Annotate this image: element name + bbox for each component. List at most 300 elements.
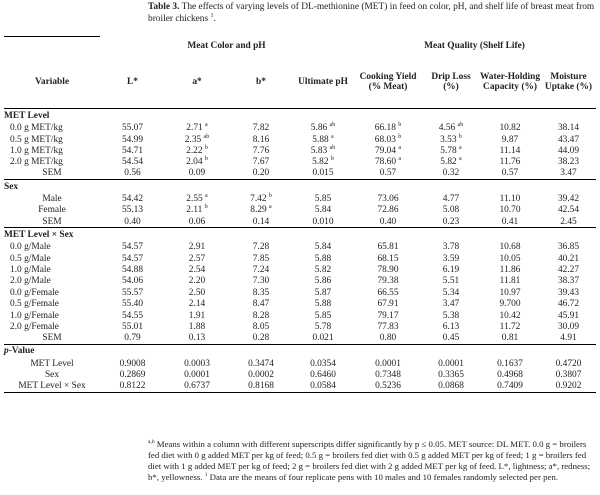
cell-value: 5.38 bbox=[442, 310, 460, 321]
cell-value: 73.06 bbox=[377, 194, 399, 205]
table-cell bbox=[353, 299, 423, 310]
header-moisture-uptake: Moisture Uptake (%) bbox=[544, 71, 593, 93]
table-cell bbox=[165, 370, 229, 381]
cell-value: 0.8122 bbox=[119, 381, 146, 392]
table-row bbox=[4, 168, 596, 179]
cell-value: 2.57 bbox=[188, 253, 206, 264]
cell-value: 78.90 bbox=[377, 265, 399, 276]
table-cell bbox=[541, 253, 596, 264]
table-cell bbox=[165, 381, 229, 392]
table-cell bbox=[165, 193, 229, 204]
cell-value: 8.16 bbox=[252, 134, 270, 145]
table-cell bbox=[479, 381, 541, 392]
table-row bbox=[4, 276, 596, 287]
table-cell bbox=[100, 157, 165, 168]
table-cell bbox=[165, 145, 229, 156]
cell-value: 10.82 bbox=[499, 123, 521, 134]
cell-value: 4.56 bbox=[438, 123, 456, 134]
cell-value: 30.09 bbox=[557, 322, 580, 332]
table-cell bbox=[100, 264, 165, 275]
table-cell bbox=[353, 145, 423, 156]
cell-value: 0.9202 bbox=[555, 381, 582, 392]
table-cell bbox=[165, 287, 229, 298]
table-row bbox=[4, 370, 596, 381]
table-cell bbox=[353, 264, 423, 275]
cell-value: 1.88 bbox=[188, 322, 206, 332]
table-cell bbox=[423, 333, 479, 344]
cell-value: 0.57 bbox=[379, 168, 397, 179]
cell-value: 0.6460 bbox=[310, 370, 336, 381]
group-meat-color: Meat Color and pH bbox=[187, 41, 266, 52]
cell-value: 43.47 bbox=[557, 134, 580, 145]
table-cell bbox=[479, 310, 541, 321]
table-cell bbox=[229, 193, 293, 204]
significance-superscript: a bbox=[459, 156, 462, 163]
cell-value: 0.9008 bbox=[119, 358, 146, 369]
table-cell bbox=[293, 370, 353, 381]
table-cell bbox=[293, 123, 353, 134]
significance-superscript: b bbox=[330, 156, 334, 163]
table-cell bbox=[165, 157, 229, 168]
cell-value: 4.77 bbox=[442, 194, 460, 205]
table-cell bbox=[165, 333, 229, 344]
cell-value: 5.34 bbox=[442, 287, 460, 298]
header-variable: Variable bbox=[34, 77, 70, 88]
cell-value: 2.20 bbox=[188, 276, 206, 287]
cell-value: 0.81 bbox=[501, 333, 519, 344]
cell-value: 11.14 bbox=[499, 145, 521, 156]
table-cell bbox=[293, 276, 353, 287]
cell-value: 0.3365 bbox=[438, 370, 464, 381]
table-cell bbox=[541, 242, 596, 253]
footnote-text-1: Means within a column with different superscripts differ significantly by p ≤ 0.05. MET source: DL MET. 0.0 g = broilers fed diet with 0 g added MET per kg of feed; 0.5 g = broilers fed diet with 0.5 g added MET per kg of feed; 1 g = broilers fed diet with 1 g added MET per kg of feed; 2 g = broilers fed diet with 2 g added MET per kg of feed. L*, lightness; a*, redness; b*, yellowness. bbox=[148, 439, 591, 482]
cell-value: 0.0001 bbox=[438, 358, 464, 369]
cell-value: 0.4720 bbox=[555, 358, 582, 369]
table-cell bbox=[423, 205, 479, 216]
table-cell bbox=[541, 321, 596, 332]
significance-superscript: ab bbox=[457, 122, 464, 129]
section-title: MET Level × Sex bbox=[4, 228, 596, 242]
cell-value: 10.42 bbox=[499, 310, 521, 321]
table-cell bbox=[165, 310, 229, 321]
cell-value: 79.17 bbox=[377, 310, 399, 321]
table-cell bbox=[165, 253, 229, 264]
cell-value: 3.47 bbox=[442, 299, 460, 310]
table-cell bbox=[353, 253, 423, 264]
cell-value: 2.11 bbox=[186, 205, 203, 216]
table-cell bbox=[229, 381, 293, 392]
cell-value: 11.76 bbox=[499, 157, 521, 168]
cell-value: 54.71 bbox=[121, 145, 144, 156]
cell-value: 8.28 bbox=[252, 310, 270, 321]
table-cell bbox=[423, 358, 479, 369]
cell-value: 0.28 bbox=[252, 333, 270, 344]
table-cell bbox=[423, 123, 479, 134]
table-row bbox=[4, 193, 596, 204]
table-cell bbox=[479, 253, 541, 264]
table-cell bbox=[229, 321, 293, 332]
section-title bbox=[4, 344, 596, 358]
table-row bbox=[4, 333, 596, 344]
table-row bbox=[4, 264, 596, 275]
section-header-sex bbox=[4, 179, 596, 193]
cell-value: 10.97 bbox=[499, 287, 521, 298]
table-cell bbox=[100, 358, 165, 369]
table-row bbox=[4, 216, 596, 227]
cell-value: 5.88 bbox=[312, 134, 329, 145]
cell-value: 3.78 bbox=[442, 242, 460, 253]
cell-value: 5.08 bbox=[442, 205, 460, 216]
cell-value: 0.0003 bbox=[184, 358, 210, 369]
cell-value: 0.2869 bbox=[119, 370, 146, 381]
table-cell bbox=[423, 321, 479, 332]
cell-value: 55.40 bbox=[121, 299, 144, 310]
table-cell bbox=[479, 205, 541, 216]
row-label: SEM bbox=[42, 333, 62, 344]
cell-value: 0.5236 bbox=[375, 381, 401, 392]
cell-value: 8.05 bbox=[252, 322, 270, 332]
section-header-interaction bbox=[4, 228, 596, 242]
table-cell bbox=[541, 145, 596, 156]
cell-value: 5.82 bbox=[312, 157, 329, 168]
table-cell bbox=[423, 193, 479, 204]
section-title-rest: -Value bbox=[8, 346, 35, 357]
table-cell bbox=[293, 333, 353, 344]
table-cell bbox=[100, 168, 165, 179]
significance-superscript: a bbox=[398, 144, 402, 151]
cell-value: 54.88 bbox=[121, 265, 144, 276]
table-cell bbox=[229, 253, 293, 264]
table-cell bbox=[165, 276, 229, 287]
table-cell bbox=[479, 333, 541, 344]
table-cell bbox=[229, 216, 293, 227]
cell-value: 38.23 bbox=[557, 157, 580, 168]
cell-value: 39.42 bbox=[557, 194, 580, 205]
table-cell bbox=[293, 134, 353, 145]
cell-value: 0.79 bbox=[124, 333, 141, 344]
cell-value: 68.03 bbox=[374, 134, 396, 145]
cell-value: 6.19 bbox=[442, 265, 460, 276]
table-cell bbox=[229, 310, 293, 321]
table-cell bbox=[423, 168, 479, 179]
table-cell bbox=[100, 134, 165, 145]
table-cell bbox=[353, 381, 423, 392]
table-cell bbox=[479, 276, 541, 287]
table-cell bbox=[353, 168, 423, 179]
section-title: Sex bbox=[4, 179, 596, 193]
table-row bbox=[4, 242, 596, 253]
row-label: Female bbox=[38, 205, 66, 216]
cell-value: 5.78 bbox=[440, 145, 457, 156]
table-cell bbox=[541, 333, 596, 344]
cell-value: 54.06 bbox=[121, 276, 144, 287]
row-label: 1.0 g/Male bbox=[10, 265, 51, 276]
cell-value: 55.13 bbox=[121, 205, 144, 216]
table-cell bbox=[100, 299, 165, 310]
cell-value: 5.85 bbox=[314, 310, 332, 321]
table-cell bbox=[293, 287, 353, 298]
cell-value: 66.18 bbox=[374, 123, 396, 134]
cell-value: 68.15 bbox=[377, 253, 399, 264]
table-cell bbox=[541, 123, 596, 134]
cell-value: 5.84 bbox=[314, 205, 332, 216]
cell-value: 54.57 bbox=[121, 253, 144, 264]
footnote-text-2: Data are the means of four replicate pens with 10 males and 10 females randomly selected per pen. bbox=[209, 472, 558, 482]
header-l: L* bbox=[127, 77, 138, 88]
significance-superscript: b bbox=[204, 204, 208, 211]
cell-value: 2.45 bbox=[560, 216, 577, 227]
table-cell bbox=[479, 287, 541, 298]
row-label: SEM bbox=[42, 216, 62, 227]
section-header-met bbox=[4, 109, 596, 123]
cell-value: 7.28 bbox=[252, 242, 270, 253]
table-cell bbox=[353, 358, 423, 369]
table-cell bbox=[479, 216, 541, 227]
table-cell bbox=[541, 358, 596, 369]
table-cell bbox=[165, 299, 229, 310]
cell-value: 5.82 bbox=[440, 157, 457, 168]
table-cell bbox=[353, 193, 423, 204]
table-row bbox=[4, 145, 596, 156]
table-cell bbox=[423, 157, 479, 168]
table-cell bbox=[353, 287, 423, 298]
table-cell bbox=[229, 123, 293, 134]
significance-superscript: b bbox=[268, 192, 272, 199]
table-cell bbox=[165, 123, 229, 134]
table-cell bbox=[229, 287, 293, 298]
table-cell bbox=[229, 264, 293, 275]
table-cell bbox=[293, 253, 353, 264]
table-cell bbox=[479, 134, 541, 145]
cell-value: 6.13 bbox=[442, 322, 460, 332]
table-cell bbox=[293, 157, 353, 168]
cell-value: 10.70 bbox=[499, 205, 521, 216]
cell-value: 9.87 bbox=[501, 134, 519, 145]
cell-value: 78.60 bbox=[374, 157, 397, 168]
cell-value: 2.14 bbox=[188, 299, 206, 310]
cell-value: 0.7348 bbox=[375, 370, 401, 381]
cell-value: 5.87 bbox=[314, 287, 332, 298]
table-cell bbox=[479, 264, 541, 275]
table-cell bbox=[100, 276, 165, 287]
cell-value: 38.14 bbox=[557, 123, 580, 134]
table-cell bbox=[479, 193, 541, 204]
caption-text: The effects of varying levels of DL-methionine (MET) in feed on color, pH, and shelf life of breast meat from broiler chickens bbox=[148, 2, 595, 24]
row-label: 0.0 g/Male bbox=[10, 242, 51, 253]
row-label: Male bbox=[42, 194, 62, 205]
significance-superscript: a bbox=[205, 122, 208, 129]
footnote-marker-ab: a,b bbox=[148, 439, 155, 446]
cell-value: 11.81 bbox=[499, 276, 521, 287]
cell-value: 67.91 bbox=[377, 299, 399, 310]
column-header-row bbox=[4, 57, 596, 109]
significance-superscript: a bbox=[269, 204, 272, 211]
table-caption bbox=[148, 1, 596, 25]
header-cooking-yield: Cooking Yield (% Meat) bbox=[359, 71, 417, 93]
table-cell bbox=[423, 381, 479, 392]
significance-superscript: b bbox=[204, 156, 208, 163]
cell-value: 66.55 bbox=[377, 287, 399, 298]
table-cell bbox=[165, 168, 229, 179]
cell-value: 54.55 bbox=[121, 310, 144, 321]
table-cell bbox=[100, 205, 165, 216]
cell-value: 0.021 bbox=[312, 333, 334, 344]
table-cell bbox=[423, 253, 479, 264]
cell-value: 54.54 bbox=[121, 157, 144, 168]
table-row bbox=[4, 205, 596, 216]
table-cell bbox=[229, 333, 293, 344]
table-cell bbox=[541, 193, 596, 204]
cell-value: 54.42 bbox=[121, 194, 144, 205]
cell-value: 2.71 bbox=[186, 123, 203, 134]
cell-value: 11.72 bbox=[499, 322, 521, 332]
cell-value: 7.85 bbox=[252, 253, 270, 264]
table-cell bbox=[479, 358, 541, 369]
cell-value: 8.47 bbox=[252, 299, 270, 310]
cell-value: 7.30 bbox=[252, 276, 270, 287]
cell-value: 5.82 bbox=[314, 265, 332, 276]
table-cell bbox=[353, 310, 423, 321]
footnote-marker-1: 1 bbox=[204, 472, 208, 479]
table-cell bbox=[423, 216, 479, 227]
table-label: Table 3. bbox=[148, 2, 180, 12]
cell-value: 0.015 bbox=[312, 168, 334, 179]
cell-value: 3.47 bbox=[560, 168, 577, 179]
table-cell bbox=[353, 157, 423, 168]
significance-superscript: ab bbox=[329, 144, 336, 151]
cell-value: 7.82 bbox=[252, 123, 270, 134]
cell-value: 0.13 bbox=[188, 333, 206, 344]
row-label: 0.5 g MET/kg bbox=[10, 134, 63, 145]
table-cell bbox=[541, 287, 596, 298]
table-row bbox=[4, 287, 596, 298]
table-cell bbox=[541, 157, 596, 168]
significance-superscript: b bbox=[398, 122, 402, 129]
cell-value: 2.54 bbox=[188, 265, 206, 276]
cell-value: 10.05 bbox=[499, 253, 521, 264]
table-cell bbox=[541, 216, 596, 227]
row-label: MET Level bbox=[30, 358, 74, 369]
cell-value: 0.09 bbox=[188, 168, 206, 179]
cell-value: 0.8168 bbox=[248, 381, 274, 392]
table-cell bbox=[423, 287, 479, 298]
table-cell bbox=[479, 242, 541, 253]
table-cell bbox=[423, 145, 479, 156]
table-cell bbox=[165, 134, 229, 145]
table-cell bbox=[541, 276, 596, 287]
group-header-row bbox=[4, 37, 596, 57]
section-title: MET Level bbox=[4, 109, 596, 123]
cell-value: 39.43 bbox=[557, 287, 580, 298]
significance-superscript: b bbox=[204, 144, 208, 151]
cell-value: 0.14 bbox=[252, 216, 270, 227]
table-cell bbox=[541, 299, 596, 310]
cell-value: 1.91 bbox=[188, 310, 206, 321]
cell-value: 0.0001 bbox=[184, 370, 210, 381]
cell-value: 0.0001 bbox=[375, 358, 401, 369]
cell-value: 0.56 bbox=[124, 168, 141, 179]
significance-superscript: b bbox=[398, 133, 402, 140]
table-row bbox=[4, 358, 596, 369]
table-cell bbox=[423, 242, 479, 253]
table-cell bbox=[479, 168, 541, 179]
significance-superscript: a bbox=[398, 156, 402, 163]
caption-footnote-marker: 1 bbox=[210, 12, 214, 19]
cell-value: 38.37 bbox=[557, 276, 580, 287]
cell-value: 55.57 bbox=[121, 287, 144, 298]
significance-superscript: ab bbox=[203, 133, 210, 140]
table-cell bbox=[353, 276, 423, 287]
significance-superscript: a bbox=[459, 144, 462, 151]
row-label: 0.0 g/Female bbox=[10, 287, 59, 298]
table-row bbox=[4, 123, 596, 134]
table-cell bbox=[541, 264, 596, 275]
header-drip-loss: Drip Loss (%) bbox=[431, 71, 471, 93]
cell-value: 10.68 bbox=[499, 242, 521, 253]
cell-value: 54.99 bbox=[121, 134, 144, 145]
header-ph: Ultimate pH bbox=[298, 77, 348, 88]
table-cell bbox=[100, 123, 165, 134]
row-label: 2.0 g/Female bbox=[10, 322, 59, 332]
table-cell bbox=[423, 310, 479, 321]
cell-value: 65.81 bbox=[377, 242, 399, 253]
table-cell bbox=[479, 157, 541, 168]
row-label: 0.5 g/Female bbox=[10, 299, 59, 310]
cell-value: 8.29 bbox=[250, 205, 267, 216]
row-label: 0.0 g MET/kg bbox=[10, 123, 63, 134]
table-cell bbox=[293, 193, 353, 204]
table-cell bbox=[100, 333, 165, 344]
cell-value: 72.86 bbox=[377, 205, 399, 216]
table-cell bbox=[293, 321, 353, 332]
table-body bbox=[4, 109, 596, 393]
table-cell bbox=[293, 145, 353, 156]
header-a: a* bbox=[192, 77, 202, 88]
cell-value: 54.57 bbox=[121, 242, 144, 253]
table-row bbox=[4, 253, 596, 264]
cell-value: 2.35 bbox=[184, 134, 202, 145]
table-cell bbox=[293, 381, 353, 392]
table-cell bbox=[293, 242, 353, 253]
cell-value: 77.83 bbox=[377, 322, 399, 332]
row-label: SEM bbox=[42, 168, 62, 179]
table-cell bbox=[229, 134, 293, 145]
table-cell bbox=[165, 264, 229, 275]
table-cell bbox=[293, 264, 353, 275]
table-cell bbox=[541, 381, 596, 392]
cell-value: 0.0002 bbox=[248, 370, 274, 381]
table-cell bbox=[353, 205, 423, 216]
table-row bbox=[4, 381, 596, 392]
table-cell bbox=[423, 134, 479, 145]
table-cell bbox=[293, 358, 353, 369]
cell-value: 55.07 bbox=[121, 123, 144, 134]
cell-value: 8.35 bbox=[252, 287, 270, 298]
table-cell bbox=[541, 134, 596, 145]
row-label: MET Level × Sex bbox=[4, 381, 100, 392]
row-label: Sex bbox=[44, 370, 60, 381]
table-footnote bbox=[148, 439, 598, 483]
cell-value: 5.83 bbox=[310, 145, 328, 156]
cell-value: 7.67 bbox=[252, 157, 270, 168]
cell-value: 42.54 bbox=[557, 205, 580, 216]
table-cell bbox=[353, 216, 423, 227]
table-cell bbox=[479, 321, 541, 332]
results-table bbox=[4, 36, 596, 393]
group-header-blank bbox=[4, 37, 100, 57]
row-label: 1.0 g/Female bbox=[10, 310, 59, 321]
table-cell bbox=[479, 123, 541, 134]
